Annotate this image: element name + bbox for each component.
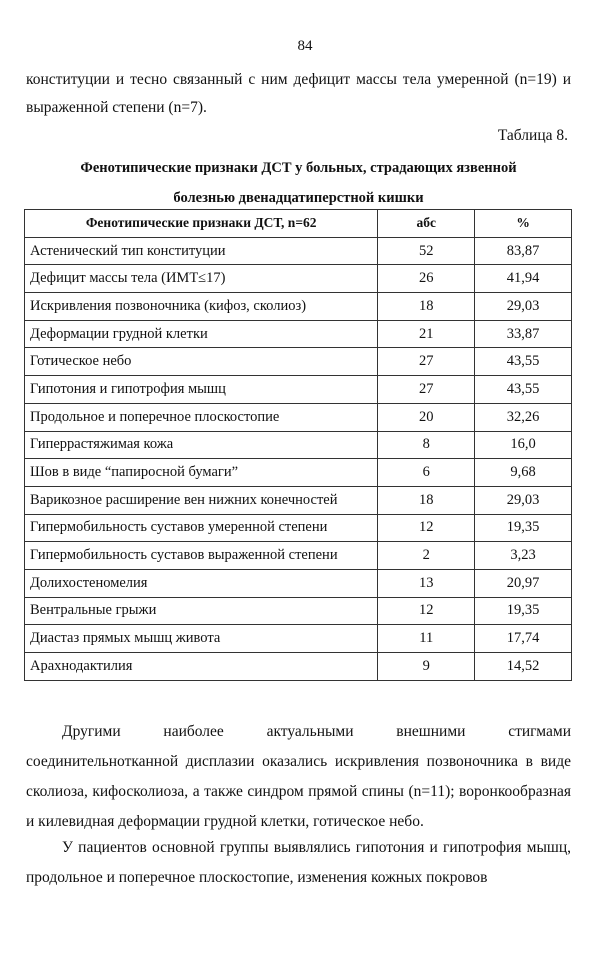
row-abs: 21 [378,320,475,348]
row-percent: 83,87 [475,237,572,265]
table-row [25,265,572,293]
row-percent: 41,94 [475,265,572,293]
row-percent: 17,74 [475,625,572,653]
table-row [25,403,572,431]
row-name: Варикозное расширение вен нижних конечностей [25,486,378,514]
table-row [25,597,572,625]
table-title [26,153,571,213]
row-percent: 14,52 [475,653,572,681]
table-title-line-2: болезнью двенадцатиперстной кишки [173,190,424,206]
row-abs: 18 [378,293,475,321]
row-abs: 11 [378,625,475,653]
row-abs: 13 [378,569,475,597]
row-name: Вентральные грыжи [25,597,378,625]
header-percent: % [475,210,572,238]
table-caption: Таблица 8. [497,127,568,144]
row-percent: 29,03 [475,486,572,514]
table-row [25,653,572,681]
table-row [25,486,572,514]
row-name: Искривления позвоночника (кифоз, сколиоз) [25,293,378,321]
row-percent: 33,87 [475,320,572,348]
header-sign: Фенотипические признаки ДСТ, n=62 [25,210,378,238]
row-percent: 29,03 [475,293,572,321]
row-percent: 43,55 [475,376,572,404]
row-name: Гипотония и гипотрофия мышц [25,376,378,404]
row-abs: 18 [378,486,475,514]
table-row [25,542,572,570]
row-percent: 19,35 [475,514,572,542]
row-abs: 20 [378,403,475,431]
row-abs: 52 [378,237,475,265]
table-row [25,569,572,597]
table-row [25,348,572,376]
row-name: Шов в виде “папиросной бумаги” [25,459,378,487]
header-abs: абс [378,210,475,238]
table-row [25,459,572,487]
row-percent: 19,35 [475,597,572,625]
row-name: Долихостеномелия [25,569,378,597]
row-abs: 2 [378,542,475,570]
table-row [25,625,572,653]
row-name: Гипермобильность суставов выраженной степени [25,542,378,570]
table-row [25,293,572,321]
phenotype-table [24,209,572,681]
row-abs: 6 [378,459,475,487]
row-name: Астенический тип конституции [25,237,378,265]
table-title-line-1: Фенотипические признаки ДСТ у больных, страдающих язвенной [80,160,517,176]
row-name: Гипермобильность суставов умеренной степени [25,514,378,542]
row-abs: 27 [378,348,475,376]
page-number: 84 [297,38,313,54]
row-percent: 43,55 [475,348,572,376]
row-abs: 8 [378,431,475,459]
body-paragraph-2: Другими наиболее актуальными внешними стигмами соединительнотканной дисплазии оказались искривления позвоночника в виде сколиоза, кифосколиоза, а также синдром прямой спины (n=11); воронкообразная и килевидная деформации грудной клетки, готическое небо. [26,723,571,830]
row-name: Деформации грудной клетки [25,320,378,348]
row-name: Продольное и поперечное плоскостопие [25,403,378,431]
table-row [25,431,572,459]
row-name: Диастаз прямых мышц живота [25,625,378,653]
row-abs: 9 [378,653,475,681]
table-row [25,376,572,404]
table-row [25,320,572,348]
row-abs: 27 [378,376,475,404]
table-row [25,514,572,542]
row-percent: 3,23 [475,542,572,570]
intro-paragraph: конституции и тесно связанный с ним дефицит массы тела умеренной (n=19) и выраженной степени (n=7). [26,71,571,116]
row-abs: 12 [378,597,475,625]
table-row [25,237,572,265]
row-percent: 20,97 [475,569,572,597]
row-name: Дефицит массы тела (ИМТ≤17) [25,265,378,293]
row-percent: 16,0 [475,431,572,459]
row-abs: 26 [378,265,475,293]
body-paragraph-3: У пациентов основной группы выявлялись гипотония и гипотрофия мышц, продольное и поперечное плоскостопие, изменения кожных покровов [26,839,571,886]
row-abs: 12 [378,514,475,542]
table-header-row [25,210,572,238]
row-name: Гиперрастяжимая кожа [25,431,378,459]
row-percent: 32,26 [475,403,572,431]
row-percent: 9,68 [475,459,572,487]
row-name: Готическое небо [25,348,378,376]
row-name: Арахнодактилия [25,653,378,681]
